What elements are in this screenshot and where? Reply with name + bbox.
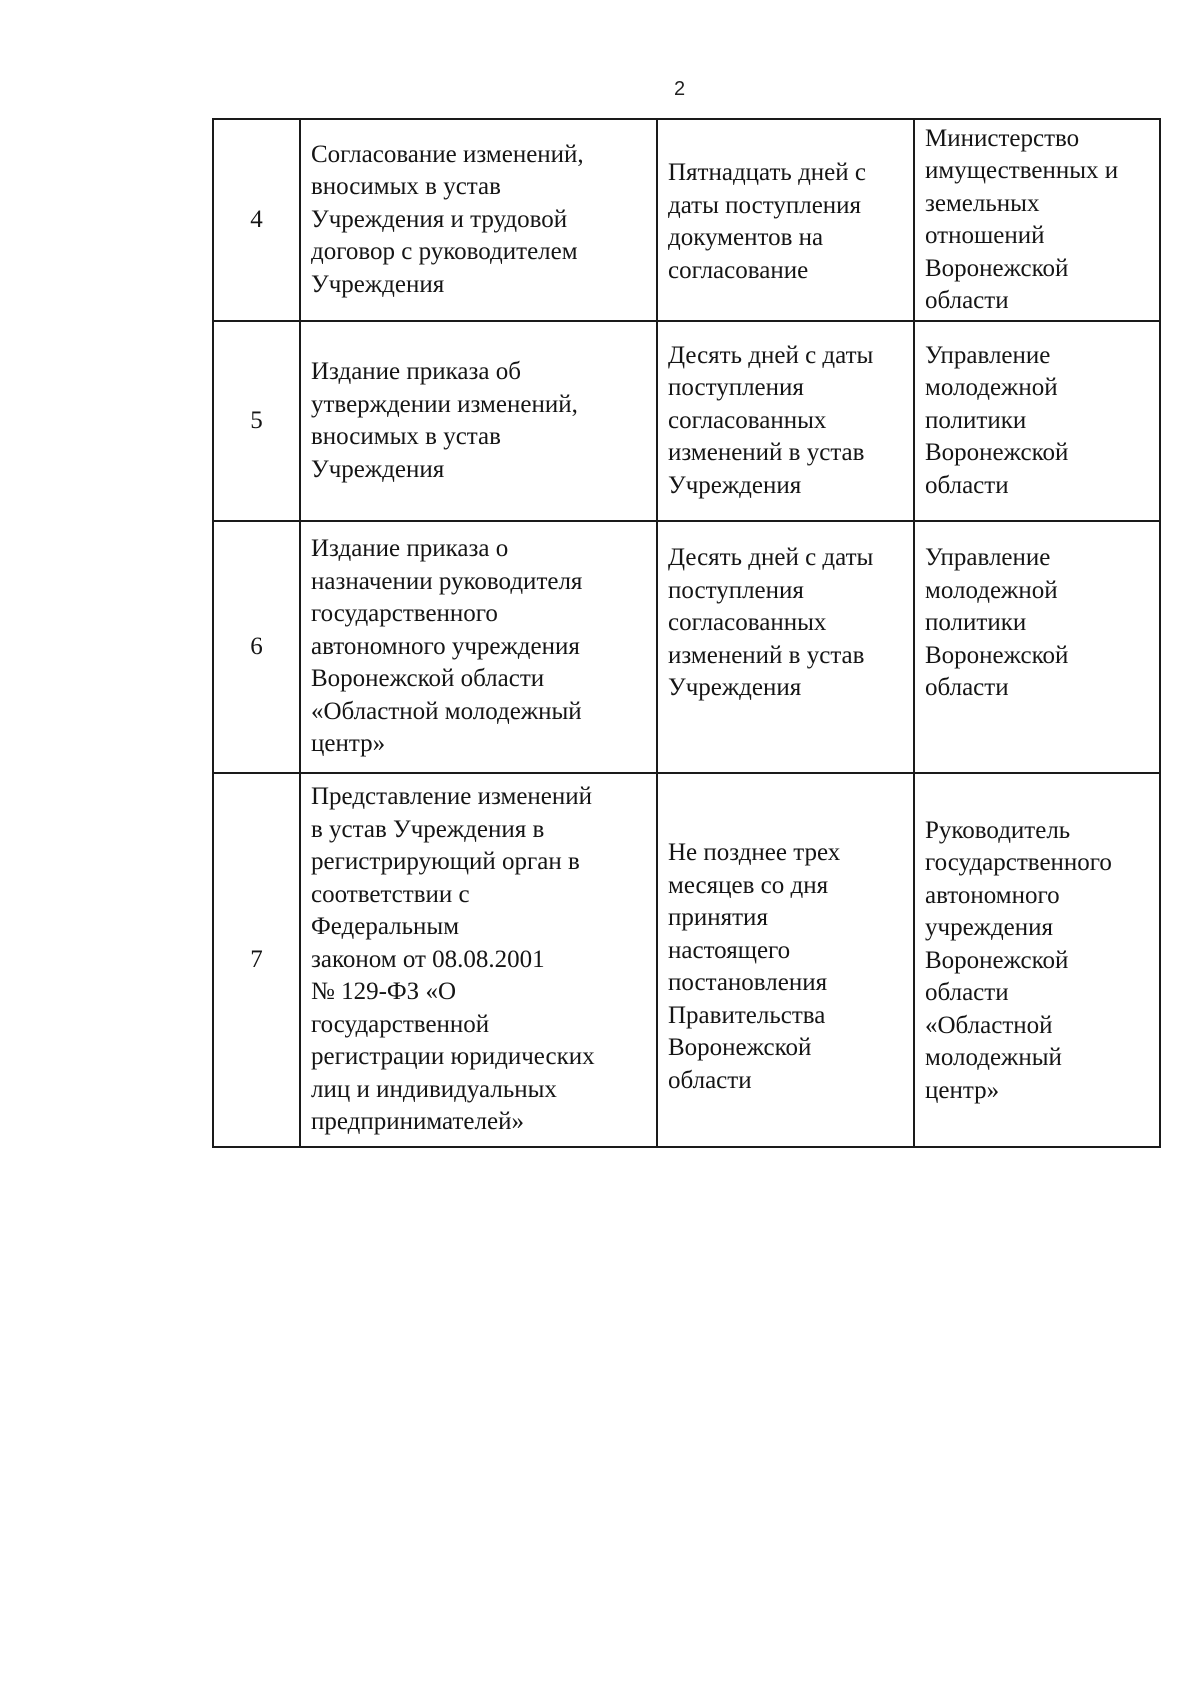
term-cell bbox=[657, 321, 914, 521]
page-number: 2 bbox=[674, 78, 686, 100]
schedule-table bbox=[212, 118, 1161, 1148]
term-text: Десять дней с даты поступления согласованных изменений в устав Учреждения bbox=[668, 341, 874, 499]
action-text: Издание приказа об утверждении изменений, вносимых в устав Учреждения bbox=[311, 358, 578, 483]
responsible-text: Министерство имущественных и земельных отношений Воронежской области bbox=[925, 124, 1119, 314]
responsible-cell bbox=[914, 119, 1160, 321]
row-number: 7 bbox=[213, 773, 300, 1147]
responsible-text: Управление молодежной политики Воронежской области bbox=[925, 341, 1069, 499]
action-text: Издание приказа о назначении руководителя государственного автономного учреждения Воронежской области «Областной молодежный центр» bbox=[311, 535, 583, 758]
responsible-text: Руководитель государственного автономного учреждения Воронежской области «Областной молодежный центр» bbox=[925, 816, 1112, 1104]
action-text: Представление изменений в устав Учреждения в регистрирующий орган в соответствии с Федеральным законом от 08.08.2001 № 129-ФЗ «О государственной регистрации юридических лиц и индивидуальных предпринимателей» bbox=[311, 783, 595, 1136]
row-number: 4 bbox=[213, 119, 300, 321]
action-text: Согласование изменений, вносимых в устав Учреждения и трудовой договор с руководителем Учреждения bbox=[311, 140, 584, 298]
responsible-text: Управление молодежной политики Воронежской области bbox=[925, 544, 1069, 701]
action-cell bbox=[300, 773, 657, 1147]
term-cell bbox=[657, 773, 914, 1147]
row-number: 6 bbox=[213, 521, 300, 773]
responsible-cell bbox=[914, 773, 1160, 1147]
term-text: Пятнадцать дней с даты поступления документов на согласование bbox=[668, 159, 866, 284]
action-cell bbox=[300, 521, 657, 773]
term-cell bbox=[657, 521, 914, 773]
table-row-4 bbox=[213, 119, 1160, 321]
table-row-5 bbox=[213, 321, 1160, 521]
responsible-cell bbox=[914, 321, 1160, 521]
term-text: Не позднее трех месяцев со дня принятия настоящего постановления Правительства Воронежской области bbox=[668, 839, 841, 1094]
table-row-6 bbox=[213, 521, 1160, 773]
term-cell bbox=[657, 119, 914, 321]
row-number: 5 bbox=[213, 321, 300, 521]
action-cell bbox=[300, 119, 657, 321]
table-row-7 bbox=[213, 773, 1160, 1147]
term-text: Десять дней с даты поступления согласованных изменений в устав Учреждения bbox=[668, 544, 874, 701]
action-cell bbox=[300, 321, 657, 521]
responsible-cell bbox=[914, 521, 1160, 773]
